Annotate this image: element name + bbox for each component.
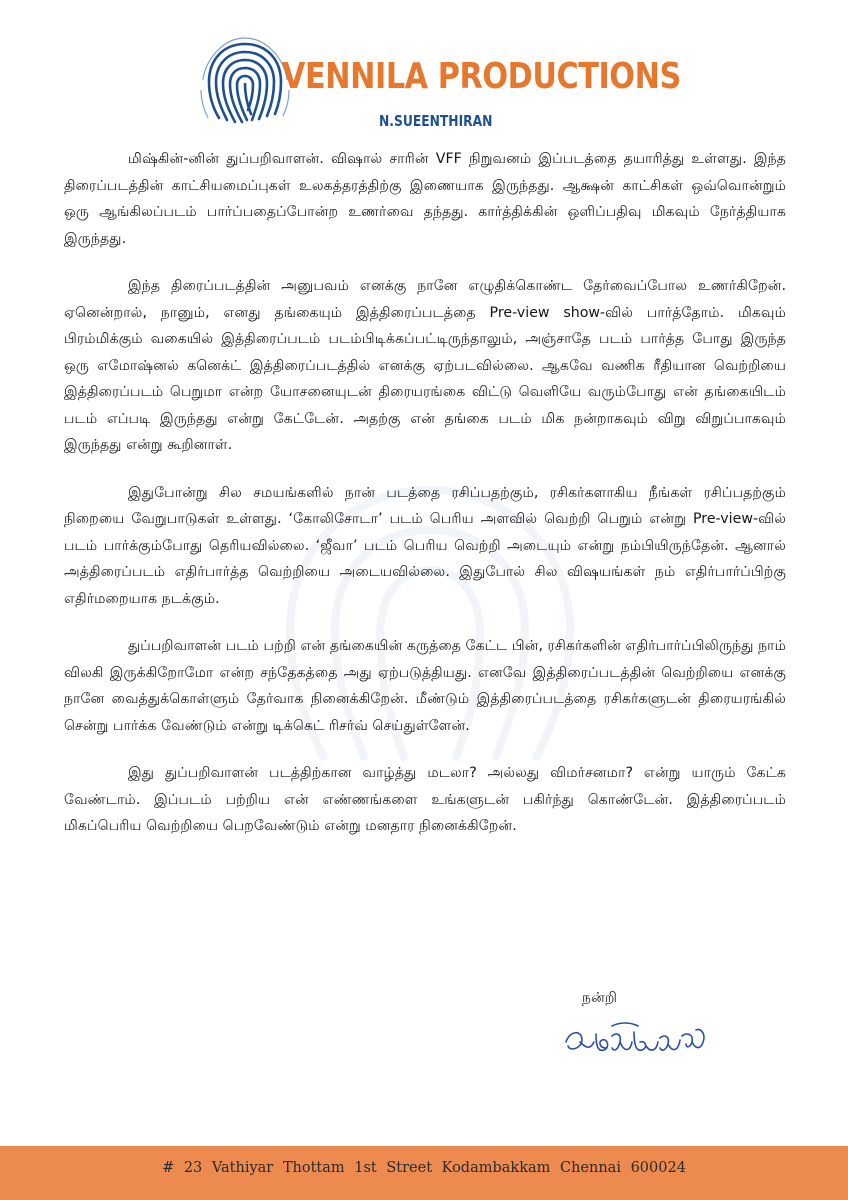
company-name: VENNILA PRODUCTIONS <box>282 56 681 97</box>
paragraph: துப்பறிவாளன் படம் பற்றி என் தங்கையின் கருத்தை கேட்ட பின், ரசிகர்களின் எதிர்பார்ப்பிலிருந்து நாம் விலகி இருக்கிறோமோ என்ற சந்தேகத்தை அது ஏற்படுத்தியது. எனவே இத்திரைப்படத்தின் வெற்றியை எனக்கு நானே வைத்துக்கொள்ளும் தேர்வாக நினைக்கிறேன். மீண்டும் இத்திரைப்படத்தை ரசிகர்களுடன் திரையரங்கில் சென்று பார்க்க வேண்டும் என்று டிக்கெட் ரிசர்வ் செய்துள்ளேன். <box>64 638 786 734</box>
fingerprint-icon <box>195 34 295 134</box>
paragraph: இதுபோன்று சில சமயங்களில் நான் படத்தை ரசிப்பதற்கும், ரசிகர்களாகிய நீங்கள் ரசிப்பதற்கும் நிறையை வேறுபாடுகள் உள்ளது. ‘கோலிசோடா’ படம் பெரிய அளவில் வெற்றி பெறும் என்று Pre-view-வில் படம் பார்க்கும்போது தெரியவில்லை. ‘ஜீவா’ படம் பெரிய வெற்றி அடையும் என்று நம்பியிருந்தேன். ஆனால் அத்திரைப்படம் எதிர்பார்த்த வெற்றியை அடையவில்லை. இதுபோல் சில விஷயங்கள் நம் எதிர்பார்ப்பிற்கு எதிர்மறையாக நடக்கும். <box>64 484 786 607</box>
footer-band <box>0 1146 848 1200</box>
signature-image <box>560 1012 710 1062</box>
thanks-text: நன்றி <box>582 990 618 1006</box>
letter-body <box>64 146 786 861</box>
signoff <box>560 990 760 1062</box>
paragraph: இந்த திரைப்படத்தின் அனுபவம் எனக்கு நானே எழுதிக்கொண்ட தேர்வைப்போல உணர்கிறேன். ஏனென்றால், நானும், எனது தங்கையும் இத்திரைப்படத்தை Pre-view show-வில் பார்த்தோம். மிகவும் பிரம்மிக்கும் வகையில் இத்திரைப்படம் படம்பிடிக்கப்பட்டிருந்தாலும், அஞ்சாதே படம் பார்த்த போது இருந்த ஒரு எமோஷ்னல் கனெக்ட் இத்திரைப்படத்தில் எனக்கு ஏற்படவில்லை. ஆகவே வணிக ரீதியான வெற்றியை இத்திரைப்படம் பெறுமா என்ற யோசனையுடன் திரையரங்கை விட்டு வெளியே வரும்போது என் தங்கையிடம் படம் எப்படி இருந்தது என்று கேட்டேன். அதற்கு என் தங்கை படம் மிக நன்றாகவும் விறு விறுப்பாகவும் இருந்தது என்று கூறினாள். <box>64 278 786 453</box>
owner-name: N.SUEENTHIRAN <box>379 112 493 130</box>
footer-address: # 23 Vathiyar Thottam 1st Street Kodambakkam Chennai 600024 <box>162 1160 686 1176</box>
paragraph: மிஷ்கின்-னின் துப்பறிவாளன். விஷால் சாரின் VFF நிறுவனம் இப்படத்தை தயாரித்து உள்ளது. இந்த திரைப்படத்தின் காட்சியமைப்புகள் உலகத்தரத்திற்கு இணையாக இருந்தது. ஆக்ஷன் காட்சிகள் ஒவ்வொன்றும் ஒரு ஆங்கிலப்படம் பார்ப்பதைப்போன்ற உணர்வை தந்தது. கார்த்திக்கின் ஒளிப்பதிவு மிகவும் நேர்த்தியாக இருந்தது. <box>64 151 786 247</box>
paragraph: இது துப்பறிவாளன் படத்திற்கான வாழ்த்து மடலா? அல்லது விமர்சனமா? என்று யாரும் கேட்க வேண்டாம். இப்படம் பற்றிய என் எண்ணங்களை உங்களுடன் பகிர்ந்து கொண்டேன். இத்திரைப்படம் மிகப்பெரிய வெற்றியை பெறவேண்டும் என்று மனதார நினைக்கிறேன். <box>64 765 786 834</box>
letterhead <box>195 34 681 134</box>
